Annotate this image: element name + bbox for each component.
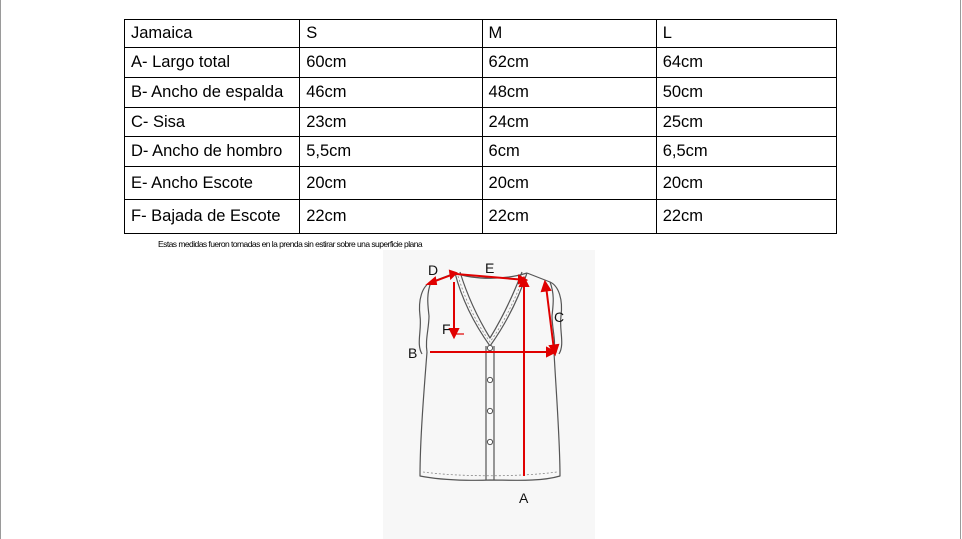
measure-value: 60cm [300, 48, 482, 78]
measure-value: 50cm [656, 78, 836, 108]
measure-value: 22cm [300, 200, 482, 234]
size-chart-table [124, 19, 837, 234]
measure-label: E- Ancho Escote [125, 167, 300, 200]
label-b: B [408, 345, 418, 361]
measure-value: 25cm [656, 108, 836, 137]
measure-label: C- Sisa [125, 108, 300, 137]
measure-label: A- Largo total [125, 48, 300, 78]
measure-value: 6cm [482, 137, 656, 167]
page-left-border [0, 0, 1, 539]
measurement-note: Estas medidas fueron tomadas en la prenda sin estirar sobre una superficie plana [158, 239, 423, 249]
measure-value: 20cm [482, 167, 656, 200]
garment-measurement-diagram [380, 250, 600, 539]
measure-label: F- Bajada de Escote [125, 200, 300, 234]
measure-value: 5,5cm [300, 137, 482, 167]
measure-value: 22cm [656, 200, 836, 234]
measure-value: 23cm [300, 108, 482, 137]
button-1 [487, 345, 492, 350]
measure-label: B- Ancho de espalda [125, 78, 300, 108]
table-row [125, 137, 837, 167]
measure-value: 6,5cm [656, 137, 836, 167]
label-d: D [428, 262, 439, 278]
measure-value: 62cm [482, 48, 656, 78]
label-a: A [519, 490, 529, 506]
label-f: F [442, 321, 451, 337]
measure-label: D- Ancho de hombro [125, 137, 300, 167]
header-cell-size-s: S [300, 20, 482, 48]
diagram-backdrop [383, 250, 595, 539]
header-cell-size-m: M [482, 20, 656, 48]
table-row [125, 108, 837, 137]
measure-value: 24cm [482, 108, 656, 137]
button-3 [487, 408, 492, 413]
measure-value: 22cm [482, 200, 656, 234]
measure-value: 20cm [656, 167, 836, 200]
label-e: E [485, 260, 495, 276]
button-4 [487, 439, 492, 444]
table-row [125, 200, 837, 234]
table-row [125, 78, 837, 108]
header-cell-product: Jamaica [125, 20, 300, 48]
page-right-border [960, 0, 961, 539]
table-row [125, 167, 837, 200]
table-row [125, 48, 837, 78]
header-cell-size-l: L [656, 20, 836, 48]
measure-value: 64cm [656, 48, 836, 78]
measure-value: 48cm [482, 78, 656, 108]
measure-value: 46cm [300, 78, 482, 108]
table-header-row [125, 20, 837, 48]
button-2 [487, 377, 492, 382]
label-c: C [554, 309, 565, 325]
measure-value: 20cm [300, 167, 482, 200]
